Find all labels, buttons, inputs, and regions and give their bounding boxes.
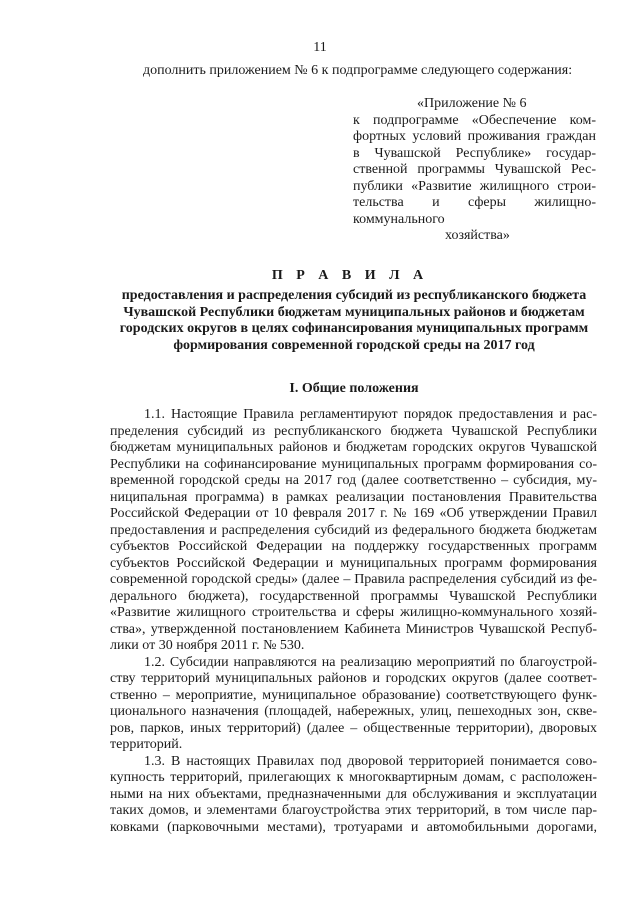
rules-title: П Р А В И Л А <box>271 268 429 283</box>
rules-subtitle-line: предоставления и распределения субсидий из республиканского бюджета <box>121 288 587 303</box>
paragraph-1-1: 1.1. Настоящие Правила регламентируют порядок предоставления и рас- <box>144 407 597 422</box>
page-number: 11 <box>313 40 327 55</box>
body-line: временной городской среды на 2017 год (далее соответственно – субсидия, му- <box>110 473 597 488</box>
body-line: пределения субсидий из республиканского бюджета Чувашской Республики <box>110 423 597 439</box>
appendix-line: ственной программы Чувашской Рес- <box>353 162 596 177</box>
body-line: ционального назначения (площадей, набережных, улиц, пешеходных зон, скве- <box>110 704 597 719</box>
appendix-line: фортных условий проживания граждан <box>353 129 596 144</box>
appendix-line: к подпрограмме «Обеспечение ком- <box>353 112 596 128</box>
rules-subtitle-line: формирования современной городской среды на 2017 год <box>173 337 535 353</box>
body-line: современной городской среды» (далее – Правила распределения субсидий из фе- <box>110 572 597 587</box>
appendix-line: коммунального <box>353 211 445 227</box>
body-line: таких домов, и элементами благоустройства этих территорий, в том числе пар- <box>110 803 597 818</box>
appendix-line: публики «Развитие жилищного строи- <box>353 178 596 194</box>
body-line: дерального бюджета), государственной программы Чувашской Республики <box>110 588 597 604</box>
body-line: лики от 30 ноября 2011 г. № 530. <box>110 638 305 653</box>
rules-subtitle-line: городских округов в целях софинансирования муниципальных программ <box>119 321 589 336</box>
body-line: ства», утвержденной постановлением Кабинета Министров Чувашской Респуб- <box>110 621 597 637</box>
appendix-line: хозяйства» <box>445 228 510 243</box>
body-line: Республики на софинансирование муниципальных программ формирования со- <box>110 456 597 472</box>
appendix-line: тельства и сферы жилищно- <box>353 195 596 210</box>
body-text <box>110 407 597 836</box>
paragraph-1-2: 1.2. Субсидии направляются на реализацию мероприятий по благоустрой- <box>144 654 597 670</box>
body-line: ковками (парковочными местами), тротуарами и автомобильными дорогами, <box>110 819 597 835</box>
appendix-heading <box>353 96 596 245</box>
body-line: территорий. <box>110 737 183 752</box>
body-line: субъектов Российской Федерации на поддержку государственных программ <box>110 539 597 554</box>
body-line: ными на них объектами, предназначенными для обслуживания и эксплуатации <box>110 786 597 802</box>
body-line: субъектов Российской Федерации и муниципальных программ формирования <box>110 555 597 571</box>
body-line: Российской Федерации от 10 февраля 2017 г. № 169 «Об утверждении Правил <box>110 506 597 521</box>
appendix-line: в Чувашской Республике» государ- <box>353 145 596 161</box>
rules-subtitle <box>110 288 598 354</box>
section-heading: I. Общие положения <box>289 381 419 396</box>
body-line: ниципальная программа) в рамках реализации постановления Правительства <box>110 489 597 505</box>
appendix-line: «Приложение № 6 <box>417 96 527 111</box>
intro-line: дополнить приложением № 6 к подпрограмме следующего содержания: <box>143 63 573 78</box>
paragraph-1-3: 1.3. В настоящих Правилах под дворовой территорией понимается сово- <box>144 753 597 769</box>
body-line: купность территорий, прилегающих к многоквартирным домам, с расположен- <box>110 770 597 785</box>
body-line: ственно – мероприятие, муниципальное образование) соответствующего функ- <box>110 687 597 703</box>
body-line: бюджетам муниципальных районов и бюджетам городских округов Чувашской <box>110 440 597 455</box>
body-line: ству территорий муниципальных районов и городских округов (далее соответ- <box>110 671 597 686</box>
rules-subtitle-line: Чувашской Республики бюджетам муниципальных районов и бюджетам <box>123 304 585 320</box>
body-line: «Развитие жилищного строительства и сферы жилищно-коммунального хозяй- <box>110 605 597 620</box>
body-line: предоставления и распределения субсидий из федерального бюджета бюджетам <box>110 522 597 538</box>
body-line: ров, парков, иных территорий) (далее – общественные территории), дворовых <box>110 720 597 736</box>
